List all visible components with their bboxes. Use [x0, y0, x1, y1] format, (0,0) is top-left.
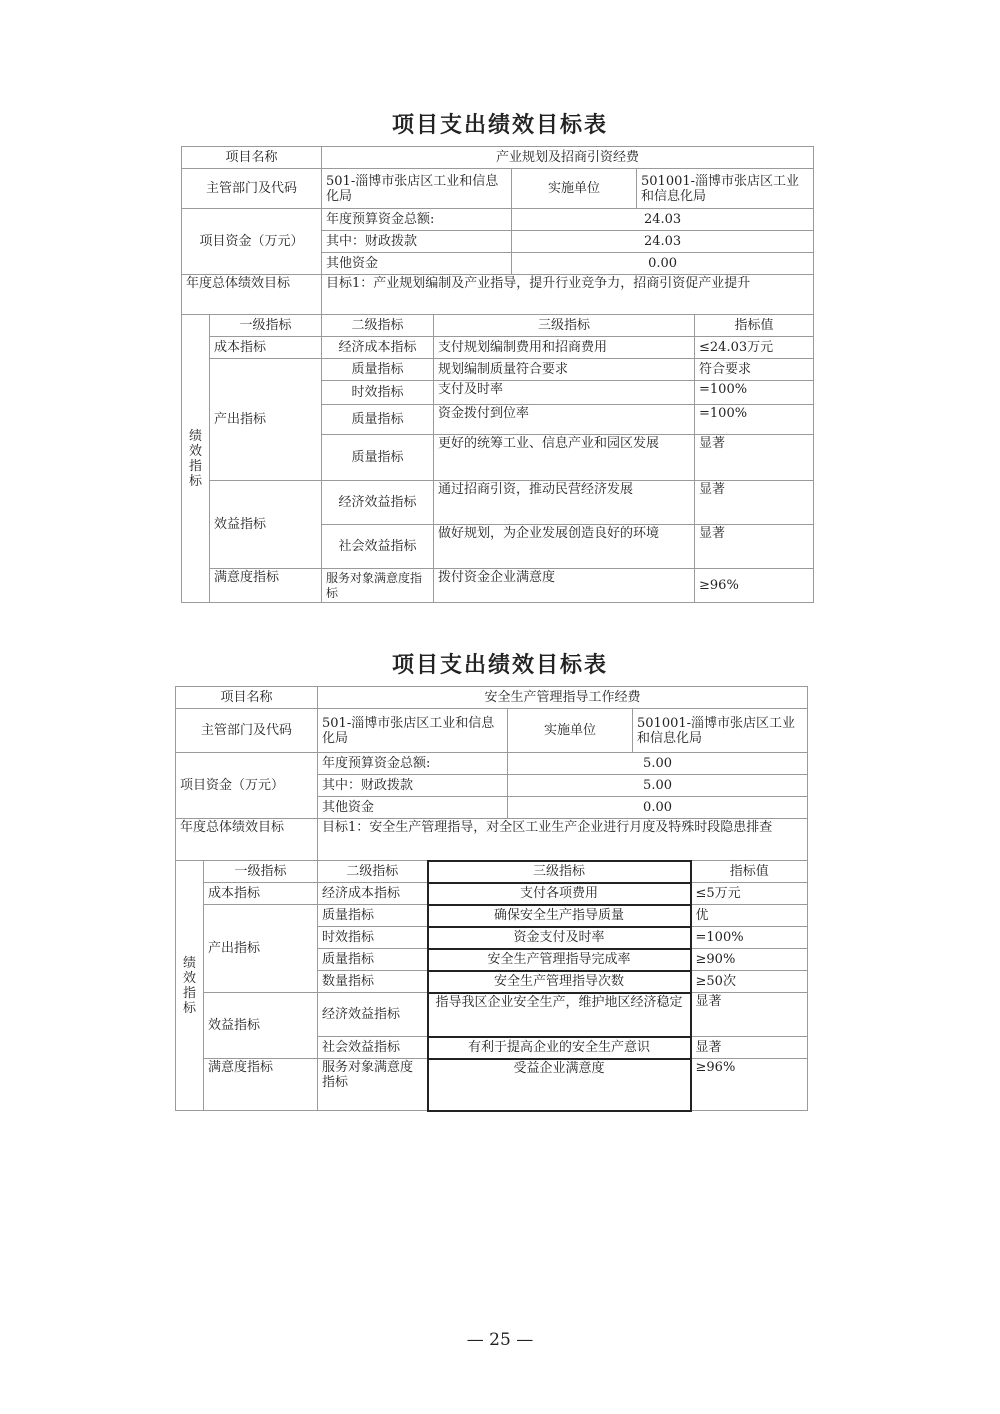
- table-row-l2: 时效指标: [318, 927, 428, 949]
- table-row-l3: 做好规划，为企业发展创造良好的环境: [434, 525, 695, 569]
- table-row-l2: 服务对象满意度指标: [318, 1059, 428, 1111]
- header-level3: 三级指标: [428, 861, 691, 883]
- table-row-l3: 更好的统筹工业、信息产业和园区发展: [434, 435, 695, 481]
- table-row-l3: 指导我区企业安全生产，维护地区经济稳定: [428, 993, 691, 1037]
- fund-other-label: 其他资金: [322, 253, 512, 275]
- header-value: 指标值: [691, 861, 808, 883]
- table-row-l2: 时效指标: [322, 381, 434, 405]
- level1-benefit: 效益指标: [210, 481, 322, 569]
- fund-other-value: 0.00: [512, 253, 814, 275]
- table-row-val: 显著: [691, 993, 808, 1037]
- table-row-l3: 通过招商引资，推动民营经济发展: [434, 481, 695, 525]
- goal-label: 年度总体绩效目标: [182, 275, 322, 315]
- table-row-l3: 资金拨付到位率: [434, 405, 695, 435]
- table-row-val: =100%: [691, 927, 808, 949]
- goal-value: 目标1：产业规划编制及产业指导，提升行业竞争力，招商引资促产业提升: [322, 275, 814, 315]
- indicator-label: 绩效指标: [182, 315, 210, 603]
- fund-total-label: 年度预算资金总额:: [322, 209, 512, 231]
- performance-table-2: [175, 686, 808, 1112]
- table-row-l3: 有利于提高企业的安全生产意识: [428, 1037, 691, 1059]
- table-row-val: ≥96%: [695, 569, 814, 603]
- table-row-l3: 受益企业满意度: [428, 1059, 691, 1111]
- level1-satisfaction: 满意度指标: [204, 1059, 318, 1111]
- performance-table-1: [181, 146, 814, 603]
- table-row-l3: 支付规划编制费用和招商费用: [434, 337, 695, 359]
- table-row-l2: 质量指标: [322, 405, 434, 435]
- impl-value: 501001-淄博市张店区工业和信息化局: [637, 169, 814, 209]
- impl-value: 501001-淄博市张店区工业和信息化局: [633, 709, 808, 753]
- level1-cost: 成本指标: [210, 337, 322, 359]
- level1-satisfaction: 满意度指标: [210, 569, 322, 603]
- fund-label: 项目资金（万元）: [182, 209, 322, 275]
- goal-value: 目标1：安全生产管理指导，对全区工业生产企业进行月度及特殊时段隐患排查: [318, 819, 808, 861]
- table-row-val: 显著: [691, 1037, 808, 1059]
- table-row-val: ≥96%: [691, 1059, 808, 1111]
- fund-total-value: 24.03: [512, 209, 814, 231]
- table-1-title: 项目支出绩效目标表: [391, 112, 608, 138]
- header-level1: 一级指标: [204, 861, 318, 883]
- fund-total-label: 年度预算资金总额:: [318, 753, 508, 775]
- table-row-val: =100%: [695, 405, 814, 435]
- fund-fiscal-value: 24.03: [512, 231, 814, 253]
- header-level3: 三级指标: [434, 315, 695, 337]
- table-row-l3: 支付各项费用: [428, 883, 691, 905]
- table-row-l2: 社会效益指标: [318, 1037, 428, 1059]
- header-level2: 二级指标: [318, 861, 428, 883]
- indicator-label: 绩效指标: [176, 861, 204, 1111]
- table-row-val: 显著: [695, 435, 814, 481]
- goal-label: 年度总体绩效目标: [176, 819, 318, 861]
- fund-fiscal-value: 5.00: [508, 775, 808, 797]
- table-row-l2: 服务对象满意度指标: [322, 569, 434, 603]
- impl-label: 实施单位: [508, 709, 633, 753]
- project-name-value: 安全生产管理指导工作经费: [318, 687, 808, 709]
- fund-other-value: 0.00: [508, 797, 808, 819]
- project-name-value: 产业规划及招商引资经费: [322, 147, 814, 169]
- table-row-l2: 数量指标: [318, 971, 428, 993]
- table-row-l3: 规划编制质量符合要求: [434, 359, 695, 381]
- table-row-val: ≥50次: [691, 971, 808, 993]
- table-row-val: 优: [691, 905, 808, 927]
- table-row-l3: 资金支付及时率: [428, 927, 691, 949]
- fund-fiscal-label: 其中：财政拨款: [322, 231, 512, 253]
- page-number: — 25 —: [466, 1330, 534, 1350]
- impl-label: 实施单位: [512, 169, 637, 209]
- fund-other-label: 其他资金: [318, 797, 508, 819]
- table-row-l2: 质量指标: [318, 905, 428, 927]
- table-row-val: ≥90%: [691, 949, 808, 971]
- table-row-l3: 安全生产管理指导完成率: [428, 949, 691, 971]
- table-row-l2: 经济成本指标: [318, 883, 428, 905]
- level1-output: 产出指标: [204, 905, 318, 993]
- level1-output: 产出指标: [210, 359, 322, 481]
- table-2-title: 项目支出绩效目标表: [391, 652, 608, 678]
- table-row-l3: 安全生产管理指导次数: [428, 971, 691, 993]
- table-row-l3: 拨付资金企业满意度: [434, 569, 695, 603]
- table-row-val: =100%: [695, 381, 814, 405]
- table-row-val: 显著: [695, 481, 814, 525]
- table-row-val: 符合要求: [695, 359, 814, 381]
- level1-cost: 成本指标: [204, 883, 318, 905]
- table-row-l2: 质量指标: [318, 949, 428, 971]
- header-value: 指标值: [695, 315, 814, 337]
- dept-label: 主管部门及代码: [176, 709, 318, 753]
- dept-value: 501-淄博市张店区工业和信息化局: [318, 709, 508, 753]
- table-row-l2: 社会效益指标: [322, 525, 434, 569]
- table-row-val: 显著: [695, 525, 814, 569]
- fund-label: 项目资金（万元）: [176, 753, 318, 819]
- fund-fiscal-label: 其中：财政拨款: [318, 775, 508, 797]
- project-name-label: 项目名称: [182, 147, 322, 169]
- table-row-l2: 质量指标: [322, 359, 434, 381]
- level1-benefit: 效益指标: [204, 993, 318, 1059]
- table-row-l2: 经济效益指标: [322, 481, 434, 525]
- project-name-label: 项目名称: [176, 687, 318, 709]
- header-level2: 二级指标: [322, 315, 434, 337]
- table-row-l2: 质量指标: [322, 435, 434, 481]
- table-row-val: ≤5万元: [691, 883, 808, 905]
- table-row-l2: 经济效益指标: [318, 993, 428, 1037]
- fund-total-value: 5.00: [508, 753, 808, 775]
- table-row-l2: 经济成本指标: [322, 337, 434, 359]
- dept-label: 主管部门及代码: [182, 169, 322, 209]
- table-row-l3: 支付及时率: [434, 381, 695, 405]
- header-level1: 一级指标: [210, 315, 322, 337]
- table-row-l3: 确保安全生产指导质量: [428, 905, 691, 927]
- dept-value: 501-淄博市张店区工业和信息化局: [322, 169, 512, 209]
- table-row-val: ≤24.03万元: [695, 337, 814, 359]
